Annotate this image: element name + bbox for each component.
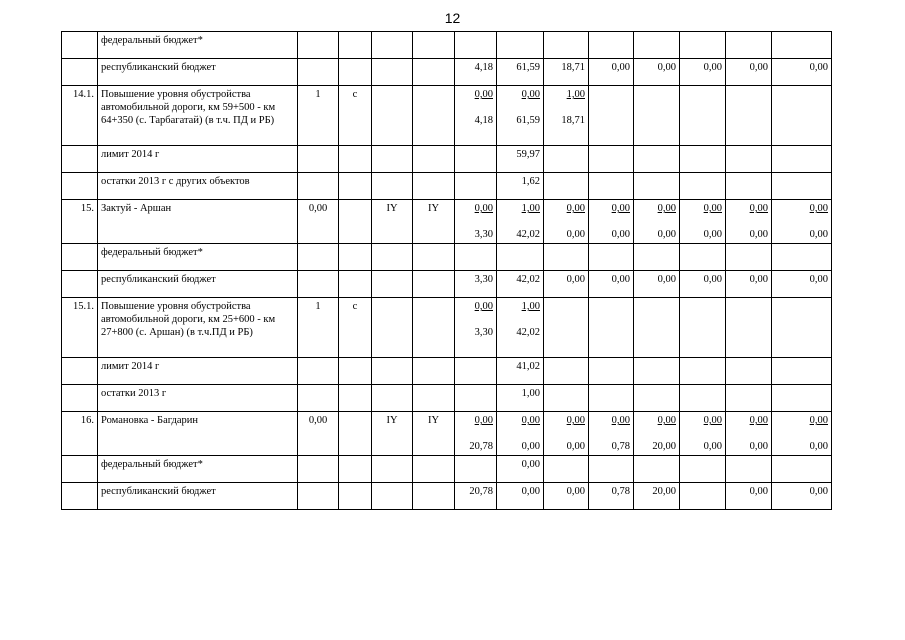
value-cell: 0,00 0,00 <box>589 200 634 244</box>
table-row <box>62 173 832 200</box>
value-cell: 0,00 <box>298 412 339 456</box>
value-cell: 20,00 <box>634 483 680 510</box>
value-cell: 0,00 <box>589 59 634 86</box>
value-cell: 0,00 <box>772 59 832 86</box>
value-cell: 0,00 <box>680 271 726 298</box>
value-cell: 0,00 3,30 <box>455 298 497 358</box>
value-cell: 20,78 <box>455 483 497 510</box>
row-number: 15. <box>62 200 98 244</box>
value-cell: 0,00 0,78 <box>589 412 634 456</box>
table-row <box>62 32 832 59</box>
table-row <box>62 271 832 298</box>
row-number <box>62 146 98 173</box>
value-cell: 1,00 42,02 <box>497 298 544 358</box>
value-cell: 0,00 <box>298 200 339 244</box>
row-name: федеральный бюджет* <box>98 244 298 271</box>
value-cell: 0,00 0,00 <box>634 200 680 244</box>
table-row <box>62 200 832 244</box>
value-cell: 0,00 0,00 <box>726 200 772 244</box>
table-row <box>62 358 832 385</box>
table-row <box>62 59 832 86</box>
value-cell: 59,97 <box>497 146 544 173</box>
value-cell: 0,00 <box>634 271 680 298</box>
row-name: лимит 2014 г <box>98 146 298 173</box>
table-row <box>62 483 832 510</box>
value-cell: 0,00 <box>589 271 634 298</box>
table-row <box>62 412 832 456</box>
row-number <box>62 244 98 271</box>
row-number <box>62 483 98 510</box>
value-cell: 0,00 20,00 <box>634 412 680 456</box>
table-row <box>62 244 832 271</box>
value-cell: 0,00 <box>544 271 589 298</box>
value-cell: 0,00 <box>497 456 544 483</box>
value-cell: 0,00 <box>544 483 589 510</box>
row-name: республиканский бюджет <box>98 271 298 298</box>
category-cell: IY <box>372 412 413 456</box>
row-name: республиканский бюджет <box>98 483 298 510</box>
value-cell: 0,00 0,00 <box>680 200 726 244</box>
qty-cell: 1 <box>298 298 339 358</box>
value-cell: 1,00 <box>497 385 544 412</box>
value-cell: 0,00 3,30 <box>455 200 497 244</box>
row-name: Повышение уровня обустройства автомобильной дороги, км 25+600 - км 27+800 (с. Аршан) (в т.ч.ПД и РБ) <box>98 298 298 358</box>
row-name: лимит 2014 г <box>98 358 298 385</box>
value-cell: 1,00 42,02 <box>497 200 544 244</box>
value-cell: 0,00 4,18 <box>455 86 497 146</box>
value-cell: 0,00 20,78 <box>455 412 497 456</box>
table-row <box>62 385 832 412</box>
value-cell: 3,30 <box>455 271 497 298</box>
row-number <box>62 173 98 200</box>
value-cell: 0,00 <box>772 271 832 298</box>
row-number <box>62 385 98 412</box>
table-row <box>62 86 832 146</box>
row-number <box>62 456 98 483</box>
value-cell: 42,02 <box>497 271 544 298</box>
value-cell: 0,78 <box>589 483 634 510</box>
table-row <box>62 456 832 483</box>
row-name: республиканский бюджет <box>98 59 298 86</box>
category-cell: IY <box>413 200 455 244</box>
value-cell: 0,00 0,00 <box>497 412 544 456</box>
category-cell: IY <box>413 412 455 456</box>
budget-table <box>61 31 832 510</box>
row-name: Романовка - Багдарин <box>98 412 298 456</box>
value-cell: 0,00 61,59 <box>497 86 544 146</box>
row-number <box>62 59 98 86</box>
table-row <box>62 298 832 358</box>
value-cell: 0,00 0,00 <box>544 412 589 456</box>
value-cell: 0,00 <box>772 483 832 510</box>
row-number <box>62 271 98 298</box>
row-number: 14.1. <box>62 86 98 146</box>
value-cell <box>680 483 726 510</box>
table-row <box>62 146 832 173</box>
value-cell: 0,00 0,00 <box>544 200 589 244</box>
row-number: 15.1. <box>62 298 98 358</box>
page-number: 12 <box>444 10 461 26</box>
row-name: Повышение уровня обустройства автомобильной дороги, км 59+500 - км 64+350 (с. Тарбагатай) (в т.ч. ПД и РБ) <box>98 86 298 146</box>
value-cell: 1,62 <box>497 173 544 200</box>
qty-cell: 1 <box>298 86 339 146</box>
row-name: федеральный бюджет* <box>98 456 298 483</box>
row-name: остатки 2013 г <box>98 385 298 412</box>
value-cell: 1,00 18,71 <box>544 86 589 146</box>
value-cell: 0,00 <box>634 59 680 86</box>
row-name: Зактуй - Аршан <box>98 200 298 244</box>
value-cell: 0,00 <box>680 59 726 86</box>
value-cell: 0,00 <box>726 271 772 298</box>
value-cell: 4,18 <box>455 59 497 86</box>
value-cell: 41,02 <box>497 358 544 385</box>
row-name: остатки 2013 г с других объектов <box>98 173 298 200</box>
row-number: 16. <box>62 412 98 456</box>
value-cell: 0,00 0,00 <box>772 412 832 456</box>
category-cell: IY <box>372 200 413 244</box>
row-name: федеральный бюджет* <box>98 32 298 59</box>
value-cell: 61,59 <box>497 59 544 86</box>
row-number <box>62 358 98 385</box>
type-cell: с <box>339 298 372 358</box>
row-number <box>62 32 98 59</box>
value-cell: 18,71 <box>544 59 589 86</box>
value-cell: 0,00 0,00 <box>726 412 772 456</box>
value-cell: 0,00 <box>726 59 772 86</box>
value-cell: 0,00 0,00 <box>680 412 726 456</box>
value-cell: 0,00 <box>497 483 544 510</box>
type-cell: с <box>339 86 372 146</box>
value-cell: 0,00 <box>726 483 772 510</box>
value-cell: 0,00 0,00 <box>772 200 832 244</box>
